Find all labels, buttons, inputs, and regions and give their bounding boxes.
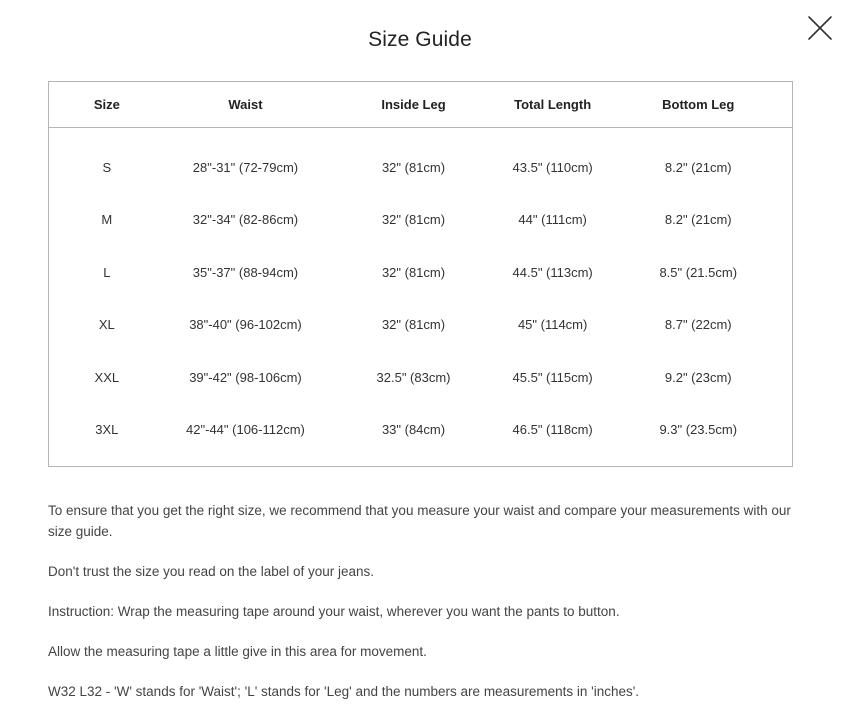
cell-bottom-leg: 8.2" (21cm) (664, 212, 732, 228)
cell-inside-leg: 32.5" (83cm) (376, 369, 451, 385)
table-row (49, 246, 792, 299)
cell-inside-leg: 32" (81cm) (381, 317, 446, 333)
cell-inside-leg: 32" (81cm) (381, 212, 446, 228)
header-size: Size (93, 97, 120, 112)
cell-waist: 35"-37" (88-94cm) (192, 264, 299, 280)
cell-bottom-leg: 8.2" (21cm) (664, 159, 732, 175)
header-waist: Waist (228, 97, 263, 112)
table-row (49, 404, 792, 457)
cell-total-length: 46.5" (118cm) (512, 422, 593, 438)
cell-size: XL (98, 317, 115, 333)
cell-bottom-leg: 8.7" (22cm) (664, 317, 732, 333)
cell-inside-leg: 32" (81cm) (381, 264, 446, 280)
cell-inside-leg: 33" (84cm) (381, 422, 446, 438)
table-row (49, 194, 792, 247)
cell-total-length: 45.5" (115cm) (512, 369, 593, 385)
close-icon (806, 14, 834, 42)
note-paragraph: To ensure that you get the right size, we recommend that you measure your waist and compare your measurements with our size guide. (48, 503, 791, 539)
note-paragraph: W32 L32 - 'W' stands for 'Waist'; 'L' stands for 'Leg' and the numbers are measurements in 'inches'. (48, 684, 640, 699)
note-paragraph: Instruction: Wrap the measuring tape around your waist, wherever you want the pants to button. (48, 604, 620, 619)
note-paragraph: Don't trust the size you read on the label of your jeans. (48, 564, 375, 579)
cell-waist: 32"-34" (82-86cm) (192, 212, 299, 228)
cell-waist: 28"-31" (72-79cm) (192, 159, 299, 175)
header-inside-leg: Inside Leg (381, 97, 446, 112)
table-body (49, 128, 792, 456)
table-row (49, 299, 792, 352)
cell-waist: 38"-40" (96-102cm) (189, 317, 302, 333)
cell-size: XXL (94, 369, 120, 385)
cell-size: S (102, 159, 112, 175)
cell-size: M (101, 212, 113, 228)
cell-waist: 39"-42" (98-106cm) (189, 369, 302, 385)
header-total-length: Total Length (514, 97, 592, 112)
table-row (49, 351, 792, 404)
cell-waist: 42"-44" (106-112cm) (186, 422, 305, 438)
note-paragraph: Allow the measuring tape a little give in this area for movement. (48, 644, 427, 659)
size-table (48, 81, 793, 467)
cell-size: L (103, 264, 111, 280)
cell-bottom-leg: 9.2" (23cm) (664, 369, 732, 385)
header-bottom-leg: Bottom Leg (662, 97, 735, 112)
table-header-row (49, 82, 792, 128)
measurement-notes (48, 500, 793, 721)
cell-bottom-leg: 8.5" (21.5cm) (659, 264, 738, 280)
cell-total-length: 44" (111cm) (518, 212, 587, 228)
cell-inside-leg: 32" (81cm) (381, 159, 446, 175)
cell-size: 3XL (95, 422, 119, 438)
table-row (49, 141, 792, 194)
close-button[interactable] (806, 14, 834, 42)
cell-total-length: 43.5" (110cm) (512, 159, 593, 175)
cell-bottom-leg: 9.3" (23.5cm) (659, 422, 738, 438)
modal-title: Size Guide (368, 28, 472, 51)
cell-total-length: 45" (114cm) (517, 317, 588, 333)
cell-total-length: 44.5" (113cm) (512, 264, 593, 280)
